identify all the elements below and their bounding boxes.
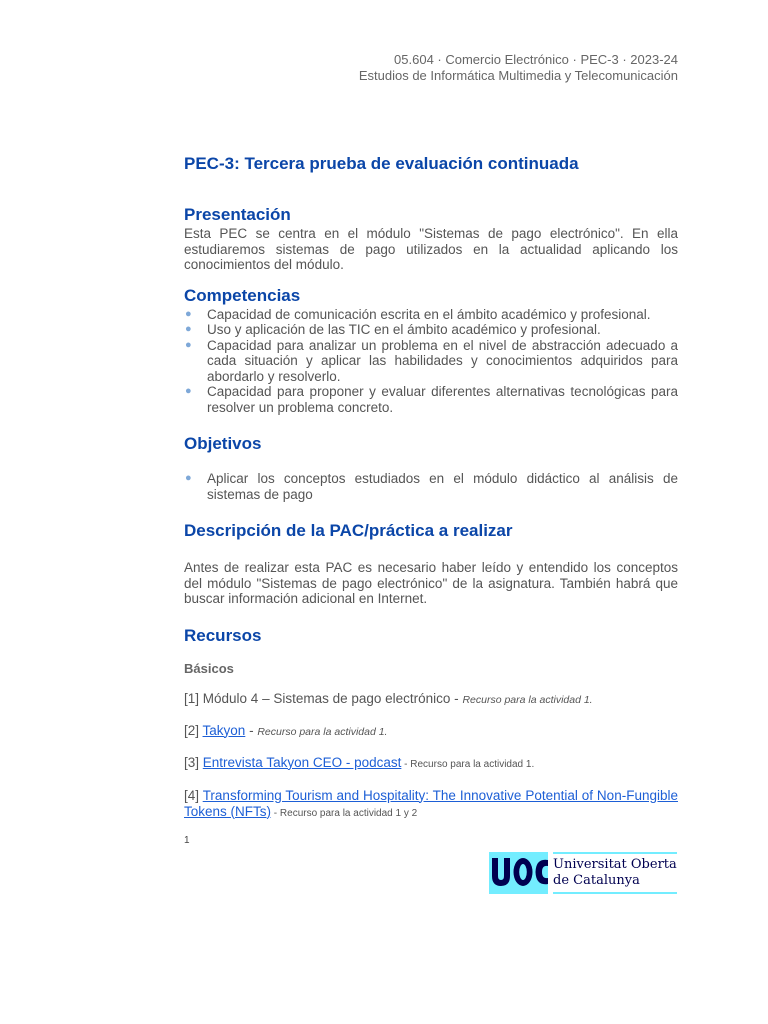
list-item: ● Aplicar los conceptos estudiados en el módulo didáctico al análisis de sistemas de pago	[185, 471, 678, 502]
resource-link-podcast[interactable]: Entrevista Takyon CEO - podcast	[202, 754, 402, 770]
bullet-icon: ●	[185, 338, 192, 351]
resource-item-2: [2] Takyon - Recurso para la actividad 1.	[184, 722, 388, 738]
resource-item-4: [4] Transforming Tourism and Hospitality: The Innovative Potential of Non-Fungible Tokens (NFTs) - Recurso para la actividad 1 y 2	[184, 787, 678, 819]
descripcion-text: Antes de realizar esta PAC es necesario haber leído y entendido los conceptos del módulo "Sistemas de pago electrónico" de la asignatura. También habrá que buscar información adicional en Internet.	[184, 560, 678, 606]
bullet-icon: ●	[185, 472, 192, 484]
section-descripcion	[184, 520, 678, 607]
resource-item-3: [3] Entrevista Takyon CEO - podcast - Recurso para la actividad 1.	[184, 754, 535, 770]
section-competencias	[184, 285, 678, 416]
presentacion-text: Esta PEC se centra en el módulo "Sistemas de pago electrónico". En ella estudiaremos sistemas de pago utilizados en la actualidad aplicando los conocimientos del módulo.	[184, 226, 678, 272]
objetivos-list	[184, 471, 678, 502]
uoc-logo-wordmark: Universitat Oberta de Catalunya	[553, 852, 677, 894]
resource-link-takyon[interactable]: Takyon	[202, 722, 246, 738]
resource-item-1: [1] Módulo 4 – Sistemas de pago electrónico - Recurso para la actividad 1.	[184, 690, 593, 706]
resource-link-nft-paper[interactable]: Transforming Tourism and Hospitality: The Innovative Potential of Non-Fungible Tokens (NFTs)	[184, 787, 678, 819]
section-presentacion	[184, 204, 678, 273]
page-header	[359, 52, 678, 84]
header-course-line: 05.604 · Comercio Electrónico · PEC-3 · 2023-24	[394, 52, 678, 67]
heading-recursos: Recursos	[184, 625, 262, 645]
uoc-logo	[489, 852, 677, 894]
bullet-icon: ●	[185, 385, 192, 397]
uoc-letters-icon	[489, 852, 548, 894]
document-body	[184, 154, 678, 822]
heading-descripcion: Descripción de la PAC/práctica a realizar	[184, 521, 513, 540]
list-item: ● Uso y aplicación de las TIC en el ámbito académico y profesional.	[185, 322, 601, 337]
heading-competencias: Competencias	[184, 285, 301, 305]
recursos-subheading: Básicos	[184, 660, 234, 676]
bullet-icon: ●	[185, 323, 192, 335]
uoc-logo-mark	[489, 852, 548, 894]
header-studies-line: Estudios de Informática Multimedia y Telecomunicación	[358, 68, 678, 83]
heading-presentacion: Presentación	[184, 205, 291, 224]
heading-objetivos: Objetivos	[184, 434, 262, 453]
document-title: PEC-3: Tercera prueba de evaluación continuada	[184, 154, 579, 173]
competencias-list	[184, 307, 678, 416]
section-objetivos	[184, 433, 678, 502]
section-recursos	[184, 625, 678, 822]
page-number: 1	[184, 835, 190, 846]
list-item: ● Capacidad para proponer y evaluar diferentes alternativas tecnológicas para resolver un problema concreto.	[185, 384, 678, 415]
bullet-icon: ●	[185, 307, 192, 320]
list-item: ● Capacidad para analizar un problema en el nivel de abstracción adecuado a cada situación y aplicar las habilidades y conocimientos adquiridos para abordarlo y resolverlo.	[185, 337, 678, 384]
list-item: ● Capacidad de comunicación escrita en el ámbito académico y profesional.	[185, 306, 651, 322]
